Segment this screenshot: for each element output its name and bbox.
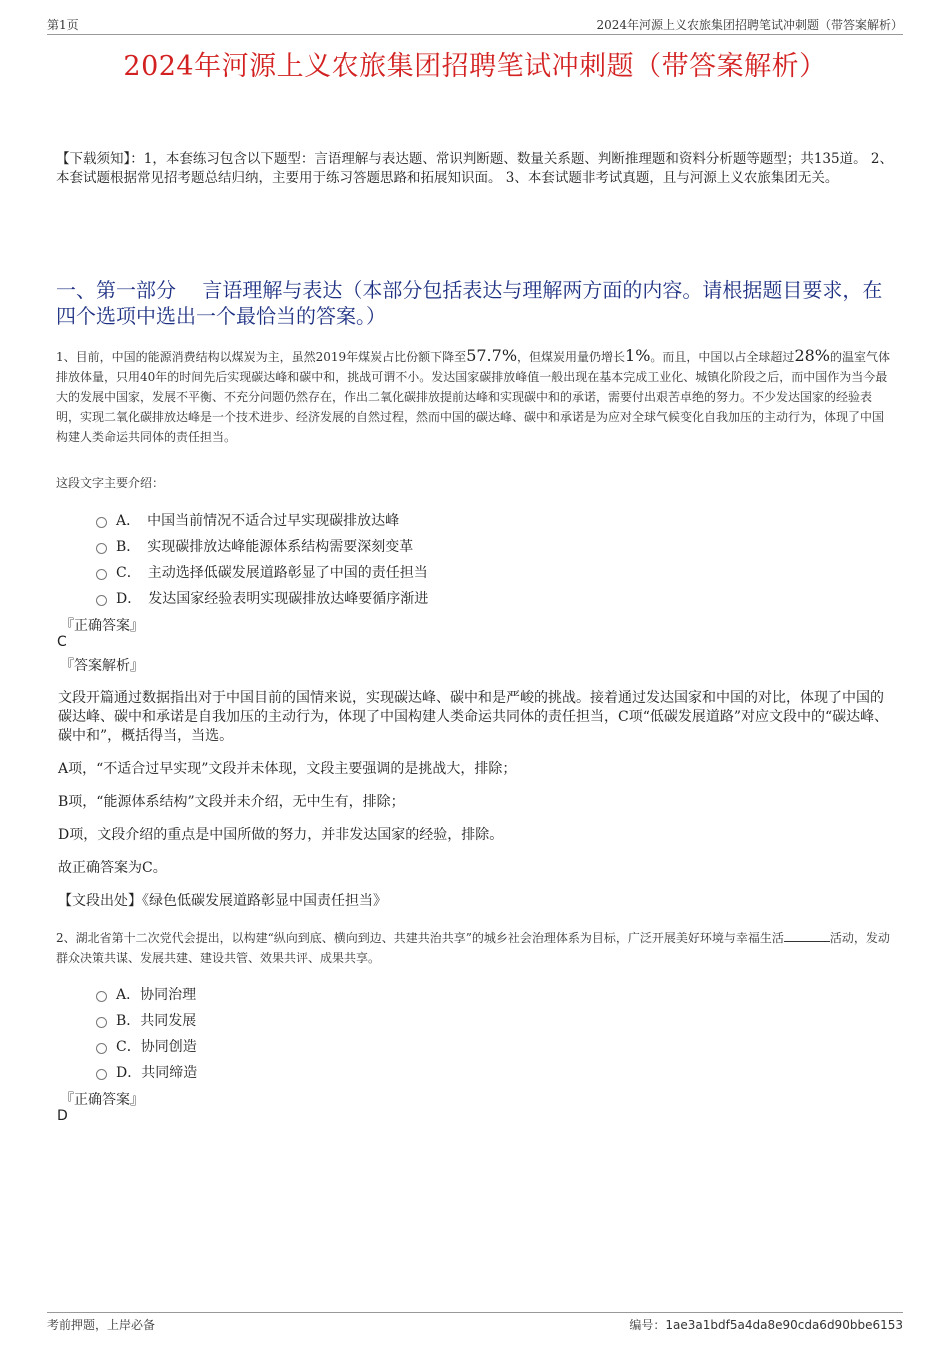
radio-icon[interactable] <box>96 595 107 606</box>
radio-icon[interactable] <box>96 1069 107 1080</box>
q1-prompt: 这段文字主要介绍： <box>56 476 165 490</box>
q1-answer-value: C <box>57 634 67 650</box>
radio-icon[interactable] <box>96 543 107 554</box>
q2-options <box>96 981 197 1085</box>
q1-analysis-para-2: A项，“不适合过早实现”文段并未体现，文段主要强调的是挑战大，排除； <box>58 761 517 777</box>
footer-code <box>629 1316 903 1333</box>
q1-analysis-para-3: B项，“能源体系结构”文段并未介绍，无中生有，排除； <box>58 794 405 810</box>
q2-option-c[interactable] <box>96 1033 197 1059</box>
radio-icon[interactable] <box>96 1043 107 1054</box>
q1-analysis-para-4: D项，文段介绍的重点是中国所做的努力，并非发达国家的经验，排除。 <box>58 827 504 843</box>
q1-option-a[interactable] <box>96 507 428 533</box>
q1-text-3: 。而且，中国以占全球超过 <box>650 350 795 364</box>
footer-slogan: 考前押题，上岸必备 <box>47 1318 156 1332</box>
q2-answer-value: D <box>57 1108 68 1124</box>
option-label: C．协同创造 <box>116 1039 197 1055</box>
option-label: C． 主动选择低碳发展道路彰显了中国的责任担当 <box>116 565 428 581</box>
header-doc-title: 2024年河源上义农旅集团招聘笔试冲刺题（带答案解析） <box>596 18 903 32</box>
q1-source: 【文段出处】《绿色低碳发展道路彰显中国责任担当》 <box>58 893 387 909</box>
q1-option-d[interactable] <box>96 585 428 611</box>
radio-icon[interactable] <box>96 517 107 528</box>
section-title: 一、第一部分 言语理解与表达（本部分包括表达与理解两方面的内容。请根据题目要求，在四个选项中选出一个最恰当的答案。） <box>56 278 883 328</box>
q1-math-1: 57.7% <box>466 346 518 365</box>
download-notice: 【下载须知】：1，本套练习包含以下题型：言语理解与表达题、常识判断题、数量关系题、判断推理题和资料分析题等题型；共135道。 2、本套试题根据常见招考题总结归纳，主要用于练习答题思路和拓展知识面。 3、本套试题非考试真题，且与河源上义农旅集团无关。 <box>56 151 893 186</box>
q1-analysis-para-1: 文段开篇通过数据指出对于中国目前的国情来说，实现碳达峰、碳中和是严峻的挑战。接着通过发达国家和中国的对比，体现了中国的碳达峰、碳中和承诺是自我加压的主动行为，体现了中国构建人类命运共同体的责任担当，C项“低碳发展道路”对应文段中的“碳达峰、碳中和”，概括得当，当选。 <box>58 690 889 744</box>
page-number: 第1页 <box>47 18 79 32</box>
q1-option-b[interactable] <box>96 533 428 559</box>
q1-analysis-conclusion: 故正确答案为C。 <box>58 860 167 876</box>
q2-answer-label: 『正确答案』 <box>60 1092 144 1108</box>
q1-answer-label: 『正确答案』 <box>60 618 144 634</box>
question-2-stem <box>56 928 892 968</box>
fill-blank <box>784 929 830 942</box>
q1-text-4: 的温室气体排放体量，只用40年的时间先后实现碳达峰和碳中和，挑战可谓不小。发达国家碳排放峰值一般出现在基本完成工业化、城镇化阶段之后，而中国作为当今最大的发展中国家，发展不平衡、不充分问题仍然存在，作出二氧化碳排放提前达峰和实现碳中和的承诺，需要付出艰苦卓绝的努力。不少发达国家的经验表明，实现二氧化碳排放达峰是一个技术进步、经济发展的自然过程，然而中国的碳达峰、碳中和承诺是为应对全球气候变化自我加压的主动行为，体现了中国构建人类命运共同体的责任担当。 <box>56 350 891 444</box>
question-1-stem <box>56 346 892 447</box>
option-label: B．共同发展 <box>116 1013 197 1029</box>
radio-icon[interactable] <box>96 569 107 580</box>
q1-math-2: 1% <box>625 346 651 365</box>
footer-code-label: 编号： <box>629 1318 666 1332</box>
page-footer <box>47 1312 903 1338</box>
q2-option-b[interactable] <box>96 1007 197 1033</box>
page-header <box>47 14 903 35</box>
document-title: 2024年河源上义农旅集团招聘笔试冲刺题（带答案解析） <box>123 51 827 82</box>
option-label: D．共同缔造 <box>116 1065 198 1081</box>
q2-text-2: 活动，发动群众决策共谋、发展共建、建设共管、效果共评、成果共享。 <box>56 931 890 965</box>
option-label: D． 发达国家经验表明实现碳排放达峰要循序渐进 <box>116 591 429 607</box>
q2-option-a[interactable] <box>96 981 197 1007</box>
q1-text-1: 1、目前，中国的能源消费结构以煤炭为主，虽然2019年煤炭占比份额下降至 <box>56 350 467 364</box>
q1-option-c[interactable] <box>96 559 428 585</box>
q1-analysis-label: 『答案解析』 <box>60 658 144 674</box>
option-label: B． 实现碳排放达峰能源体系结构需要深刻变革 <box>116 539 414 555</box>
option-label: A．协同治理 <box>116 987 197 1003</box>
option-label: A． 中国当前情况不适合过早实现碳排放达峰 <box>116 513 400 529</box>
q2-option-d[interactable] <box>96 1059 197 1085</box>
q1-text-2: ，但煤炭用量仍增长 <box>517 350 626 364</box>
q1-math-3: 28% <box>794 346 830 365</box>
footer-code-value: 1ae3a1bdf5a4da8e90cda6d90bbe6153 <box>665 1318 903 1332</box>
q1-options <box>96 507 428 611</box>
radio-icon[interactable] <box>96 1017 107 1028</box>
q2-text-1: 2、湖北省第十二次党代会提出，以构建“纵向到底、横向到边、共建共治共享”的城乡社会治理体系为目标，广泛开展美好环境与幸福生活 <box>56 931 784 945</box>
radio-icon[interactable] <box>96 991 107 1002</box>
